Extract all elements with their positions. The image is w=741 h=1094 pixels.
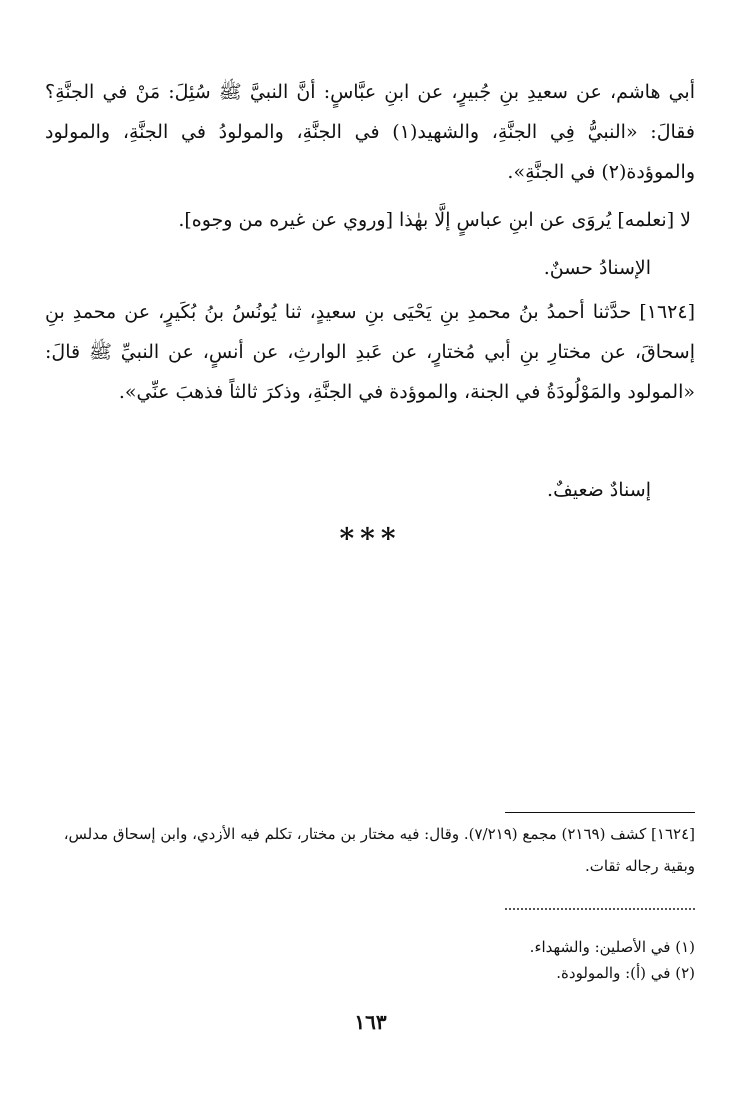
paragraph-grading-2: إسنادٌ ضعيفٌ. xyxy=(547,479,651,501)
footnote-source: [١٦٢٤] كشف (٢١٦٩) مجمع (٧/٢١٩). وقال: فيه مختار بن مختار، تكلم فيه الأزدي، وابن إسحاق مدلس، وبقية رجاله ثقات. xyxy=(63,825,695,875)
paragraph-hadith-1624: [١٦٢٤] حدَّثنا أحمدُ بنُ محمدِ بنِ يَحْيَى بنِ سعيدٍ، ثنا يُونُسُ بنُ بُكَيرٍ، عن محمدِ بنِ إسحاقَ، عن مختارِ بنِ أبي مُختارٍ، عن عَبدِ الوارثِ، عن أنسٍ، عن النبيِّ ﷺ قالَ: «المولود والمَوْلُودَةُ في الجنة، والموؤدة في الجنَّةِ، وذكرَ ثالثاً فذهبَ عنِّي». xyxy=(45,301,695,403)
note-item: (٢) في (أ): والمولودة. xyxy=(556,964,695,982)
notes-divider xyxy=(505,908,695,910)
paragraph-comment: لا [نعلمه] يُروَى عن ابنِ عباسٍ إلَّا بهٰذا [وروي عن غيره من وجوه]. xyxy=(178,209,691,231)
section-separator: *** xyxy=(339,522,402,555)
footnote-rule xyxy=(505,812,695,813)
page-number: ١٦٣ xyxy=(354,1010,387,1034)
notes-list xyxy=(45,934,695,986)
note-item: (١) في الأصلين: والشهداء. xyxy=(529,938,695,956)
paragraph-hadith-text: أبي هاشم، عن سعيدِ بنِ جُبيرٍ، عن ابنِ عبَّاسٍ: أنَّ النبيَّ ﷺ سُئِلَ: مَنْ في الجنَّةِ؟ فقالَ: «النبيُّ فِي الجنَّةِ، والشهيد(١) في الجنَّةِ، والمولودُ في الجنَّةِ، والمولود والموؤدة(٢) في الجنَّةِ». xyxy=(45,81,696,183)
paragraph-grading: الإسنادُ حسنٌ. xyxy=(543,257,651,279)
